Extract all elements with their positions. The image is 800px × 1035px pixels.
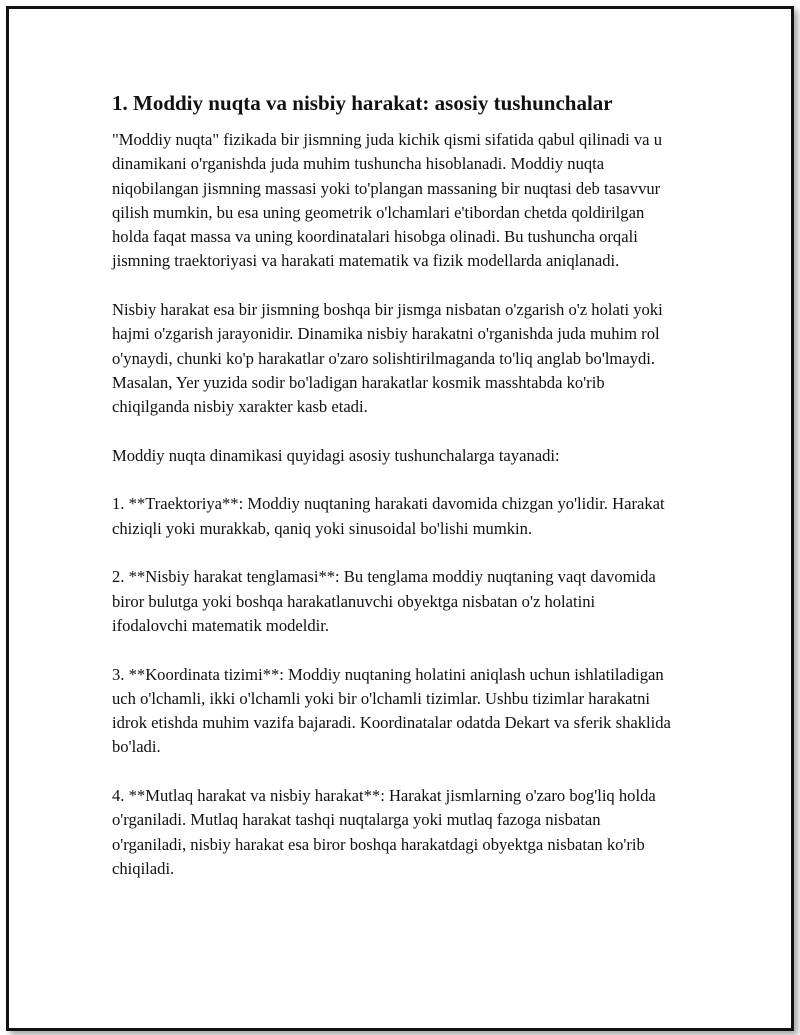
paragraph-nisbiy-harakat: Nisbiy harakat esa bir jismning boshqa bir jismga nisbatan o'zgarish o'z holati yoki hajmi o'zgarish jarayonidir. Dinamika nisbiy harakatni o'rganishda juda muhim rol o'ynaydi, chunki ko'p harakatlar o'zaro solishtirilmaganda to'liq anglab bo'lmaydi. Masalan, Yer yuzida sodir bo'ladigan harakatlar kosmik masshtabda ko'rib chiqilganda nisbiy xarakter kasb etadi.: [112, 300, 663, 417]
list-item-traektoriya: 1. **Traektoriya**: Moddiy nuqtaning harakati davomida chizgan yo'lidir. Harakat chiziqli yoki murakkab, qaniq yoki sinusoidal bo'lishi mumkin.: [112, 494, 665, 538]
list-item-nisbiy-harakat-tenglamasi: 2. **Nisbiy harakat tenglamasi**: Bu tenglama moddiy nuqtaning vaqt davomida biror bulutga yoki boshqa harakatlanuvchi obyektga nisbatan o'z holatini ifodalovchi matematik modeldir.: [112, 567, 656, 635]
list-item-koordinata-tizimi: 3. **Koordinata tizimi**: Moddiy nuqtaning holatini aniqlash uchun ishlatiladigan uch o'lchamli, ikki o'lchamli yoki bir o'lchamli tizimlar. Ushbu tizimlar harakatni idrok etishda muhim vazifa bajaradi. Koordinatalar odatda Dekart va sferik shaklida bo'ladi.: [112, 664, 671, 757]
section-heading: 1. Moddiy nuqta va nisbiy harakat: asosiy tushunchalar: [112, 91, 613, 115]
paragraph-moddiy-nuqta: "Moddiy nuqta" fizikada bir jismning juda kichik qismi sifatida qabul qilinadi va u dinamikani o'rganishda juda muhim tushuncha hisoblanadi. Moddiy nuqta niqobilangan jismning massasi yoki to'plangan massaning bir nuqtasi deb tasavvur qilish mumkin, bu esa uning geometrik o'lchamlari e'tibordan chetda qoldirilgan holda faqat massa va uning koordinatalari hisobga olinadi. Bu tushuncha orqali jismning traektoriyasi va harakati matematik va fizik modellarda aniqlanadi.: [112, 130, 662, 271]
paragraph-list-intro: Moddiy nuqta dinamikasi quyidagi asosiy tushunchalarga tayanadi:: [112, 445, 560, 465]
list-item-mutlaq-harakat: 4. **Mutlaq harakat va nisbiy harakat**: Harakat jismlarning o'zaro bog'liq holda o'rganiladi. Mutlaq harakat tashqi nuqtalarga yoki mutlaq fazoga nisbatan o'rganiladi, nisbiy harakat esa biror boshqa harakatdagi obyektga nisbatan ko'rib chiqiladi.: [112, 786, 656, 878]
document-body: [112, 88, 672, 906]
